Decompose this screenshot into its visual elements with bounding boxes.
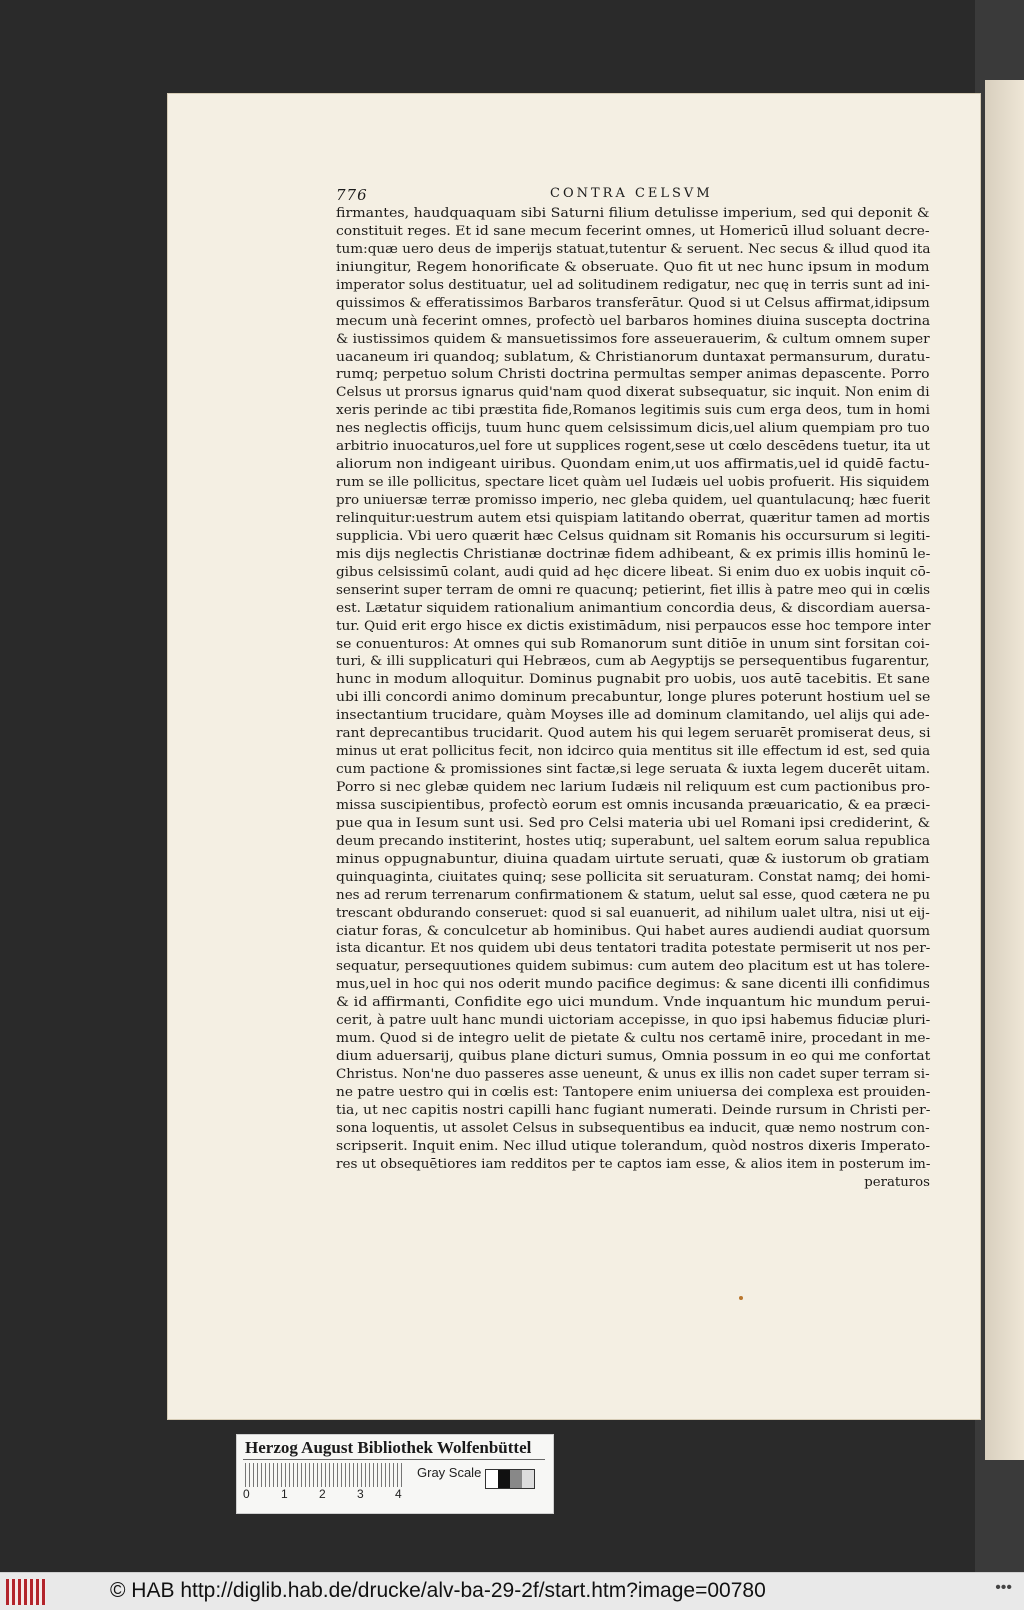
text-line: pro uniuersæ terræ promisso imperio, nec gleba quidem, uel quantulacunq; hæc fuerit <box>336 493 930 508</box>
library-label <box>236 1434 554 1514</box>
text-line: & iustissimos quidem & mansuetissimos fore asseuerauerim, & cultum omnem super <box>336 331 930 347</box>
text-line: rum se ille pollicitus, spectare licet quàm uel Iudæis uel uobis profuerit. His siquidem <box>336 475 930 491</box>
text-line: deum precando institerint, hostes utiq; superabunt, uel saltem eorum salua republica <box>336 833 931 849</box>
latin-text-block <box>336 205 930 1192</box>
library-name: Herzog August Bibliothek Wolfenbüttel <box>245 1438 532 1457</box>
text-line: scripserit. Inquit enim. Nec illud utique tolerandum, quòd nostros dixeris Imperato- <box>336 1138 931 1154</box>
text-line: missa suscipientibus, profectò eorum est omnis incusanda præuaricatio, & ea præci- <box>336 797 931 813</box>
text-line: minus ut erat pollicitus fecit, non idcirco quia mentitus sit ille effectum id est, sed quia <box>336 744 931 760</box>
swatch-black <box>498 1470 510 1488</box>
text-line: se conuenturos: At omnes qui sub Romanorum sunt ditiōe in unum sint forsitan coi- <box>336 636 930 652</box>
text-line: imperator solus destituatur, uel ad solitudinem redigatur, nec quę in terris sunt ad ini- <box>336 277 930 293</box>
text-line: uacaneum iri quandoq; sublatum, & Christianorum duntaxat permansurum, duratu- <box>336 349 931 365</box>
catchword: peraturos <box>864 1174 930 1190</box>
hab-logo-icon <box>6 1579 46 1605</box>
swatch-light <box>522 1470 534 1488</box>
status-bar <box>0 1572 1024 1610</box>
text-line: rant deprecantibus trucidarit. Quod autem his qui legem seruarēt promiserat deus, si <box>336 726 931 742</box>
text-line: nes ad rerum terrenarum confirmationem & statum, uelut sal esse, quod cætera ne pu <box>336 887 931 903</box>
label-divider <box>243 1459 545 1460</box>
text-line: mum. Quod si de integro uelit de pietate & cultu nos certamē inire, procedant in me- <box>336 1031 931 1047</box>
facing-page-edge <box>985 80 1024 1460</box>
text-line: res ut obsequētiores iam redditos per te captos iam esse, & alios item in posterum im- <box>336 1156 931 1172</box>
text-line: aliorum non indigeant uiribus. Quondam enim,ut uos affirmatis,uel id quidē factu- <box>336 457 930 473</box>
swatch-gray <box>510 1470 522 1488</box>
text-line: Celsus ut prorsus ignarus quid'nam quod dixerat subsequatur, sic inquit. Non enim di <box>336 385 930 401</box>
text-line: turi, & illi supplicaturi qui Hebræos, cum ab Aegyptijs se persequentibus fugarentur, <box>336 654 930 670</box>
more-options-button[interactable]: ••• <box>995 1579 1012 1596</box>
text-line: dium aduersarij, quibus plane dicturi sumus, Omnia possum in eo qui me confortat <box>336 1049 931 1065</box>
text-line: est. Lætatur siquidem rationalium animantium concordia deus, & discordiam auersa- <box>336 600 931 616</box>
text-line: relinquitur:uestrum autem etsi quispiam latitando oberrat, quæritur tamen ad mortis <box>336 510 930 526</box>
text-line: hunc in modum alloquitur. Dominus pugnabit pro uobis, uos autē tacebitis. Et sane <box>336 672 931 688</box>
scale-ruler <box>245 1463 405 1487</box>
text-line: sequatur, persequutiones quidem subimus: cum autem deo placitum est ut has tolere- <box>336 959 930 975</box>
text-line: ne patre uestro qui in cœlis est: Tantopere enim uniuersa dei complexa est prouiden- <box>336 1084 931 1100</box>
text-line: constituit reges. Et id sane mecum fecerint omnes, ut Homericū illud soluant decre- <box>336 223 930 239</box>
text-line: rumq; perpetuo solum Christi doctrina permultas semper animas depascente. Porro <box>336 367 930 383</box>
text-line: iniungitur, Regem honorificate & obseruate. Quo fit ut nec hunc ipsum in modum <box>336 259 930 275</box>
text-line: cerit, à patre uult hanc mundi uictoriam accepisse, in quo ipsi habemus fiduciæ pluri- <box>336 1013 931 1029</box>
ruler-number: 3 <box>357 1487 364 1501</box>
text-line: xeris perinde ac tibi præstita fide,Romanos legitimis suis cum erga deos, tum in homi <box>336 403 931 419</box>
text-line: Porro si nec glebæ quidem nec larium Iudæis nil reliquum est cum pactionibus pro- <box>336 780 931 795</box>
text-line: tur. Quid erit ergo hisce ex dictis existimādum, nisi perpaucos esse hoc tempore inter <box>336 618 931 634</box>
copyright-url[interactable]: © HAB http://diglib.hab.de/drucke/alv-ba-29-2f/start.htm?image=00780 <box>110 1579 766 1602</box>
text-line: trescant obdurando conseruet: quod si sal euanuerit, ad nihilum ualet ultra, nisi ut eij- <box>336 905 930 921</box>
text-line: tia, ut nec capitis nostri capilli hanc fugiant numerati. Deinde rursum in Christi per- <box>336 1102 931 1118</box>
text-line: arbitrio inuocaturos,uel fore ut supplices rogent,sese ut cœlo descēdens tuetur, ita ut <box>336 439 930 455</box>
text-line: pue qua in Iesum sunt usi. Sed pro Celsi materia ubi uel Romani ipsi crediderint, & <box>336 815 931 831</box>
text-line: mecum unà fecerint omnes, profectò uel barbaros homines diuina suscepta doctrina <box>336 313 931 329</box>
text-line: cum pactione & promissiones sint factæ,si lege seruata & iuxta legem ducerēt uitam. <box>336 762 931 778</box>
text-line: ubi illi concordi animo dominum precabuntur, longe plures poterunt hostium uel se <box>336 690 931 706</box>
page-number: 776 <box>336 186 368 204</box>
text-line: ciatur foras, & conculcetur ab hominibus. Qui habet aures audiendi audiat quorsum <box>336 923 931 939</box>
text-line: quinquaginta, ciuitates quinq; sese pollicita sit seruaturam. Constat namq; dei homi- <box>336 869 931 885</box>
text-line: insectantium trucidare, quàm Moyses ille ad dominum clamitando, uel alijs qui ade- <box>336 708 930 724</box>
swatch-white <box>486 1470 498 1488</box>
running-head: CONTRA CELSVM <box>550 186 713 201</box>
text-line: minus oppugnabuntur, diuina quadam uirtute seruati, quæ & iustorum ob gratiam <box>336 851 930 867</box>
text-line: supplicia. Vbi uero quærit hæc Celsus quidnam sit Romanis his occursurum si legiti- <box>336 528 931 544</box>
text-line: Christus. Non'ne duo passeres asse ueneunt, & unus ex illis non cadet super terram si- <box>336 1067 930 1082</box>
text-line: senserint super terram de omni re quacunq; petierint, fiet illis à patre meo qui in cœlis <box>336 582 931 598</box>
ruler-number: 4 <box>395 1487 402 1501</box>
text-line: mus,uel in hoc qui nos oderit mundo pacifice degimus: & sane dicenti illi confidimus <box>336 977 930 993</box>
gray-scale-swatch <box>485 1469 535 1489</box>
text-line: sona loquentis, ut assolet Celsus in subsequentibus ea inducit, quæ nemo nostrum con- <box>336 1120 930 1136</box>
text-line: gibus celsissimū colant, audi quid ad hęc dicere libeat. Si enim duo ex uobis inquit cō- <box>336 564 931 580</box>
text-line: tum:quæ uero deus de imperijs statuat,tutentur & seruent. Nec secus & illud quod ita <box>336 241 931 257</box>
text-line: & id affirmanti, Confidite ego uici mundum. Vnde inquantum hic mundum perui- <box>336 995 931 1011</box>
text-line: quissimos & efferatissimos Barbaros transferātur. Quod si ut Celsus affirmat,idipsum <box>336 295 930 311</box>
ruler-number: 1 <box>281 1487 288 1501</box>
page-header <box>336 186 886 206</box>
ruler-number: 2 <box>319 1487 326 1501</box>
text-line: ista dicantur. Et nos quidem ubi deus tentatori tradita potestate permiserit ut nos per- <box>336 941 931 957</box>
paper-spot <box>739 1296 743 1300</box>
ruler-number: 0 <box>243 1487 250 1501</box>
text-line: mis dijs neglectis Christianæ doctrinæ fidem adhibeant, & ex primis illis hominū le- <box>336 546 931 562</box>
text-line: firmantes, haudquaquam sibi Saturni filium detulisse imperium, sed qui deponit & <box>336 206 930 221</box>
gray-scale-label: Gray Scale <box>417 1465 482 1480</box>
text-line: nes neglectis officijs, tuum hunc quem celsissimum dicis,uel alium quempiam pro tuo <box>336 421 930 437</box>
